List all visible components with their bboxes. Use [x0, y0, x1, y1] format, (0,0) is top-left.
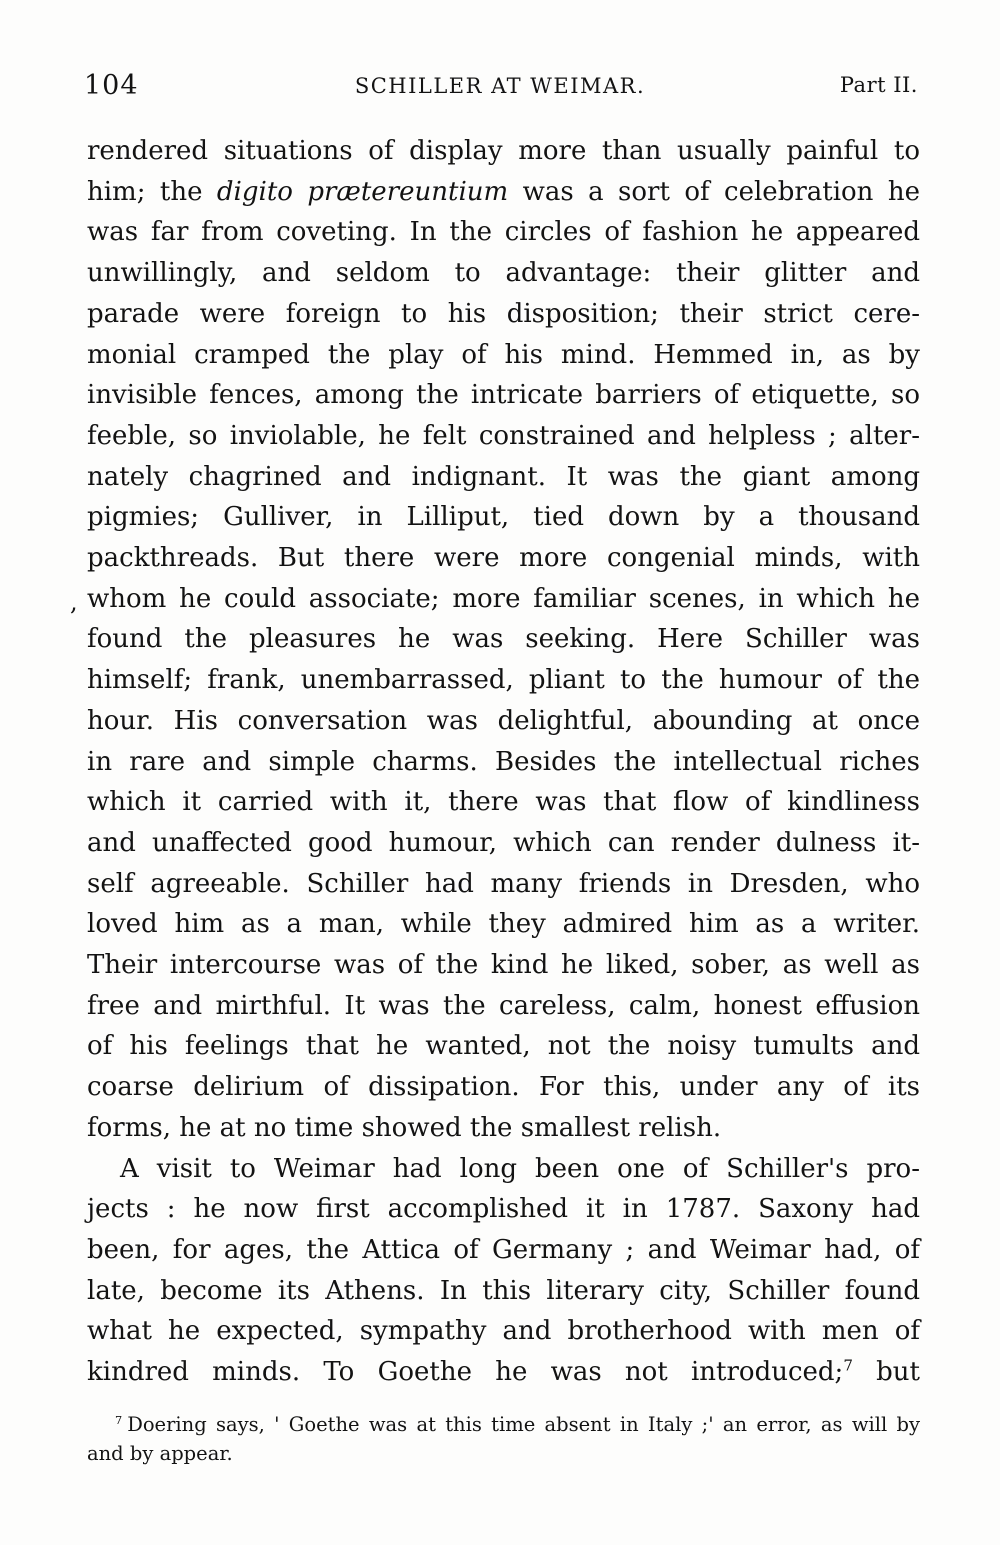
- text-line: monial cramped the play of his mind. Hemmed in, as by: [87, 339, 920, 370]
- text-line: coarse delirium of dissipation. For this, under any of its: [87, 1072, 920, 1103]
- text-line: free and mirthful. It was the careless, calm, honest effusion: [87, 990, 920, 1021]
- running-title: SCHILLER AT WEIMAR.: [354, 74, 646, 98]
- text-line: unwillingly, and seldom to advantage: their glitter and: [87, 258, 920, 289]
- text-line: himself; frank, unembarrassed, pliant to the humour of the: [87, 665, 920, 696]
- text-line: parade were foreign to his disposition; their strict cere-: [87, 298, 920, 329]
- text-line: loved him as a man, while they admired him as a writer.: [87, 909, 920, 940]
- footnote-reference-7: 7: [843, 1356, 853, 1375]
- footnote-marker-7: 7: [115, 1413, 123, 1427]
- part-label: Part II.: [839, 73, 918, 97]
- text-line: was far from coveting. In the circles of fashion he appeared: [87, 217, 920, 248]
- line-segment: whom he could associate; more familiar scenes, in which he: [87, 583, 920, 614]
- body-text: [70, 131, 920, 1393]
- text-line: [87, 172, 920, 213]
- text-line: jects : he now first accomplished it in 1787. Saxony had: [87, 1194, 920, 1225]
- text-line: of his feelings that he wanted, not the noisy tumults and: [87, 1031, 920, 1062]
- line-segment: but: [852, 1357, 920, 1388]
- footnote-line: and by appear.: [87, 1442, 233, 1465]
- line-segment: kindred minds. To Goethe he was not introduced;: [87, 1357, 844, 1388]
- text-line-paragraph-start: A visit to Weimar had long been one of Schiller's pro-: [120, 1153, 920, 1184]
- text-line: found the pleasures he was seeking. Here Schiller was: [87, 624, 920, 655]
- text-line: hour. His conversation was delightful, abounding at once: [87, 705, 920, 736]
- footnote: [87, 1410, 920, 1468]
- text-line: rendered situations of display more than usually painful to: [87, 136, 920, 166]
- page-number: 104: [84, 70, 139, 101]
- footnote-text: Doering says, ' Goethe was at this time absent in Italy ;' an error, as will by: [127, 1413, 920, 1436]
- text-line: packthreads. But there were more congenial minds, with: [87, 543, 920, 574]
- text-line: late, become its Athens. In this literary city, Schiller found: [87, 1275, 920, 1306]
- line-segment: was a sort of celebration he: [508, 176, 920, 207]
- text-line: [70, 579, 920, 620]
- footnote-line: [87, 1410, 920, 1439]
- text-line: pigmies; Gulliver, in Lilliput, tied down by a thousand: [87, 502, 920, 533]
- text-line: what he expected, sympathy and brotherhood with men of: [87, 1316, 920, 1347]
- line-segment: him; the: [87, 176, 217, 207]
- text-line: forms, he at no time showed the smallest relish.: [87, 1112, 722, 1143]
- text-line: Their intercourse was of the kind he liked, sober, as well as: [87, 950, 920, 981]
- text-line: self agreeable. Schiller had many friends in Dresden, who: [87, 868, 920, 899]
- italic-phrase: digito prætereuntium: [216, 176, 509, 207]
- text-line: feeble, so inviolable, he felt constrained and helpless ; alter-: [87, 420, 920, 451]
- text-line: nately chagrined and indignant. It was the giant among: [87, 461, 920, 492]
- text-line: invisible fences, among the intricate barriers of etiquette, so: [87, 380, 920, 411]
- text-line: [87, 1352, 920, 1393]
- text-line: which it carried with it, there was that flow of kindliness: [87, 787, 920, 818]
- text-line: in rare and simple charms. Besides the intellectual riches: [87, 746, 920, 777]
- text-line: and unaffected good humour, which can render dulness it-: [87, 827, 920, 858]
- print-artifact-mark: ,: [70, 587, 78, 616]
- text-line: been, for ages, the Attica of Germany ; and Weimar had, of: [87, 1234, 920, 1265]
- page-header: [0, 70, 1000, 104]
